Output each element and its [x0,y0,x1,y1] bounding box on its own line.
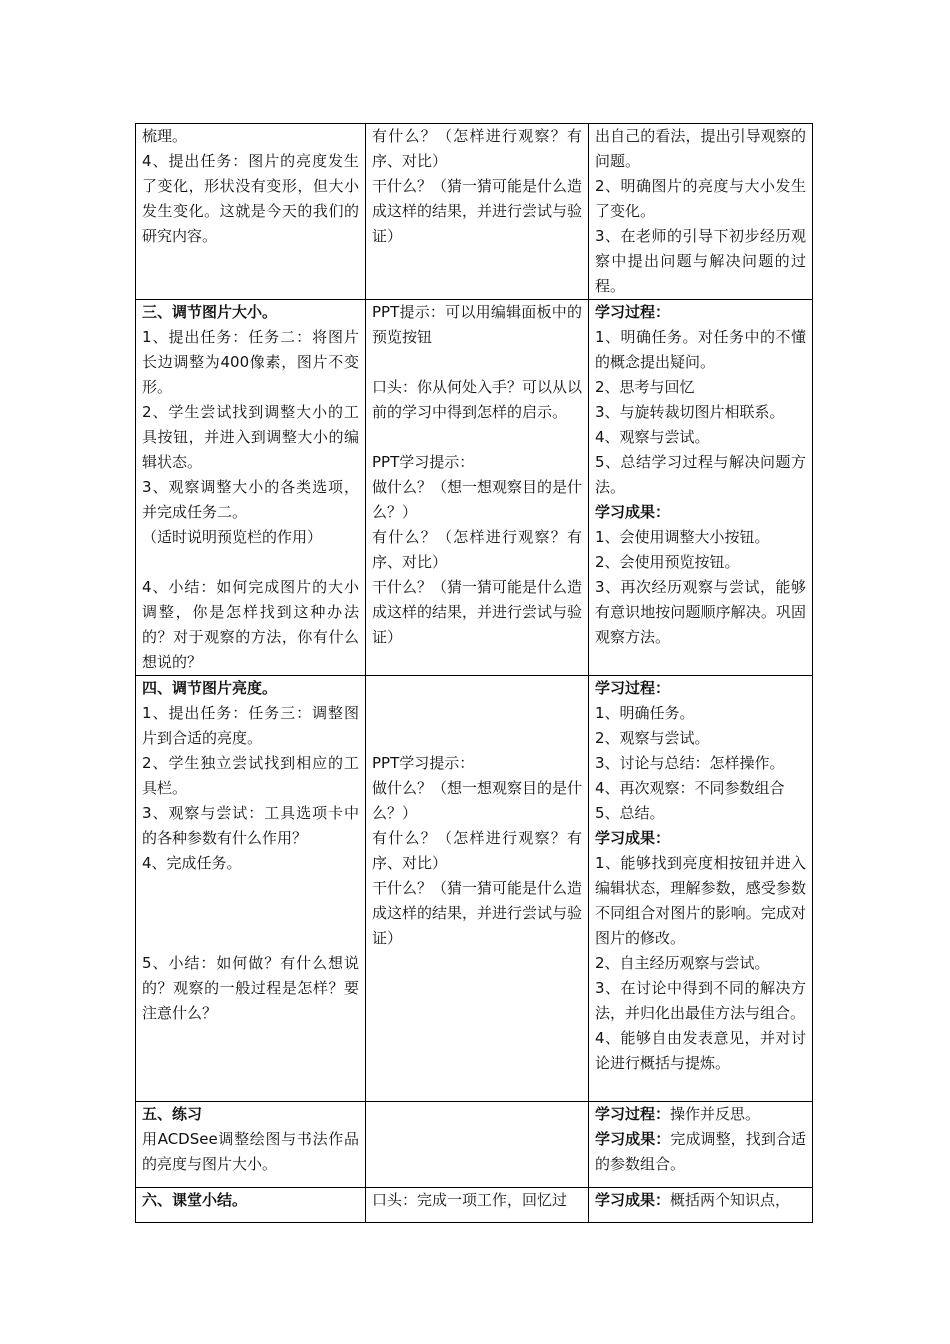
cell-text: 出自己的看法，提出引导观察的问题。 [595,127,806,170]
table-row [136,124,813,300]
cell-text: 5、小结：如何做？有什么想说的？观察的一般过程是怎样？要注意什么？ [142,954,359,1022]
student-activity-cell [589,1102,813,1188]
cell-text: 2、思考与回忆 [595,378,695,396]
cell-text: PPT学习提示： [372,453,475,471]
cell-text: PPT学习提示： [372,754,475,772]
spacer [372,425,582,450]
student-activity-cell [589,1188,813,1223]
cell-text: 3、讨论与总结：怎样操作。 [595,754,785,772]
cell-text: 2、明确图片的亮度与大小发生了变化。 [595,177,806,220]
cell-text: 2、自主经历观察与尝试。 [595,954,770,972]
learning-outcome-heading: 学习成果： [595,1130,671,1148]
cell-text: 4、提出任务：图片的亮度发生了变化，形状没有变形，但大小发生变化。这就是今天的我们的研究内容。 [142,152,359,245]
cell-text: PPT提示：可以用编辑面板中的预览按钮 [372,303,582,346]
student-activity-cell [589,300,813,676]
cell-text: 5、总结。 [595,804,665,822]
cell-text: 2、学生尝试找到调整大小的工具按钮，并进入到调整大小的编辑状态。 [142,403,359,471]
learning-outcome-heading: 学习成果： [595,829,671,847]
cell-text: 1、提出任务：任务三：调整图片到合适的亮度。 [142,704,359,747]
learning-outcome-heading: 学习成果： [595,503,671,521]
support-cell [366,124,589,300]
cell-text: 4、完成任务。 [142,854,242,872]
learning-process-heading: 学习过程： [595,1105,671,1123]
spacer [142,926,359,951]
cell-text: 3、观察调整大小的各类选项，并完成任务二。 [142,478,359,521]
support-cell [366,1188,589,1223]
section-title: 四、调节图片亮度。 [142,679,278,697]
cell-text: 有什么？（怎样进行观察？有序、对比） [372,528,582,571]
cell-text: 完成调整，找到合适的参数组合。 [595,1130,806,1173]
spacer [372,726,582,751]
cell-text: 口头：完成一项工作，回忆过 [372,1191,568,1209]
spacer [372,676,582,701]
cell-text: 3、与旋转裁切图片相联系。 [595,403,785,421]
spacer [372,701,582,726]
cell-text: 1、明确任务。对任务中的不懂的概念提出疑问。 [595,328,806,371]
learning-outcome-heading: 学习成果： [595,1191,671,1209]
teacher-activity-cell [136,300,366,676]
cell-text: 2、会使用预览按钮。 [595,553,740,571]
lesson-plan-table [135,123,813,1223]
table-row [136,300,813,676]
spacer [142,550,359,575]
cell-text: 概括两个知识点， [670,1191,791,1209]
learning-process-heading: 学习过程： [595,303,671,321]
cell-text: 口头：你从何处入手？可以从以前的学习中得到怎样的启示。 [372,378,583,421]
spacer [142,876,359,901]
cell-text: （适时说明预览栏的作用） [142,528,323,546]
support-cell [366,300,589,676]
learning-process-heading: 学习过程： [595,679,671,697]
cell-text: 4、能够自由发表意见，并对讨论进行概括与提炼。 [595,1029,806,1072]
cell-text: 梳理。 [142,127,188,145]
cell-text: 4、再次观察：不同参数组合 [595,779,785,797]
cell-text: 4、小结：如何完成图片的大小调整，你是怎样找到这种办法的？对于观察的方法，你有什么想说的？ [142,578,359,671]
teacher-activity-cell [136,124,366,300]
teacher-activity-cell [136,1102,366,1188]
section-title: 三、调节图片大小。 [142,303,278,321]
section-title: 五、练习 [142,1105,203,1123]
cell-text: 3、再次经历观察与尝试，能够有意识地按问题顺序解决。巩固观察方法。 [595,578,806,646]
cell-text: 做什么？（想一想观察目的是什么？） [372,779,583,822]
spacer [142,901,359,926]
cell-text: 干什么？（猜一猜可能是什么造成这样的结果，并进行尝试与验证） [372,879,583,947]
support-cell [366,676,589,1102]
cell-text: 1、提出任务：任务二：将图片长边调整为400像素，图片不变形。 [142,328,359,396]
cell-text: 2、学生独立尝试找到相应的工具栏。 [142,754,359,797]
cell-text: 干什么？（猜一猜可能是什么造成这样的结果，并进行尝试与验证） [372,177,583,245]
cell-text: 操作并反思。 [670,1105,761,1123]
cell-text: 有什么？（怎样进行观察？有序、对比） [372,127,582,170]
student-activity-cell [589,124,813,300]
table-row [136,676,813,1102]
support-cell [366,1102,589,1188]
cell-text [595,1188,806,1213]
cell-text: 1、明确任务。 [595,704,695,722]
cell-text: 5、总结学习过程与解决问题方法。 [595,453,806,496]
cell-text: 1、能够找到亮度相按钮并进入编辑状态，理解参数，感受参数不同组合对图片的影响。完成对图片的修改。 [595,854,806,947]
cell-text: 用ACDSee调整绘图与书法作品的亮度与图片大小。 [142,1130,359,1173]
cell-text: 有什么？（怎样进行观察？有序、对比） [372,829,582,872]
cell-text: 做什么？（想一想观察目的是什么？） [372,478,583,521]
cell-text [595,1127,806,1177]
section-title: 六、课堂小结。 [142,1191,248,1209]
cell-text: 干什么？（猜一猜可能是什么造成这样的结果，并进行尝试与验证） [372,578,583,646]
teacher-activity-cell [136,676,366,1102]
table-row [136,1188,813,1223]
table-row [136,1102,813,1188]
student-activity-cell [589,676,813,1102]
cell-text: 2、观察与尝试。 [595,729,710,747]
teacher-activity-cell [136,1188,366,1223]
cell-text [595,1102,806,1127]
cell-text: 4、观察与尝试。 [595,428,710,446]
cell-text: 3、在讨论中得到不同的解决方法，并归化出最佳方法与组合。 [595,979,806,1022]
spacer [372,350,582,375]
cell-text: 3、观察与尝试：工具选项卡中的各种参数有什么作用？ [142,804,359,847]
cell-text: 1、会使用调整大小按钮。 [595,528,770,546]
cell-text: 3、在老师的引导下初步经历观察中提出问题与解决问题的过程。 [595,227,806,295]
